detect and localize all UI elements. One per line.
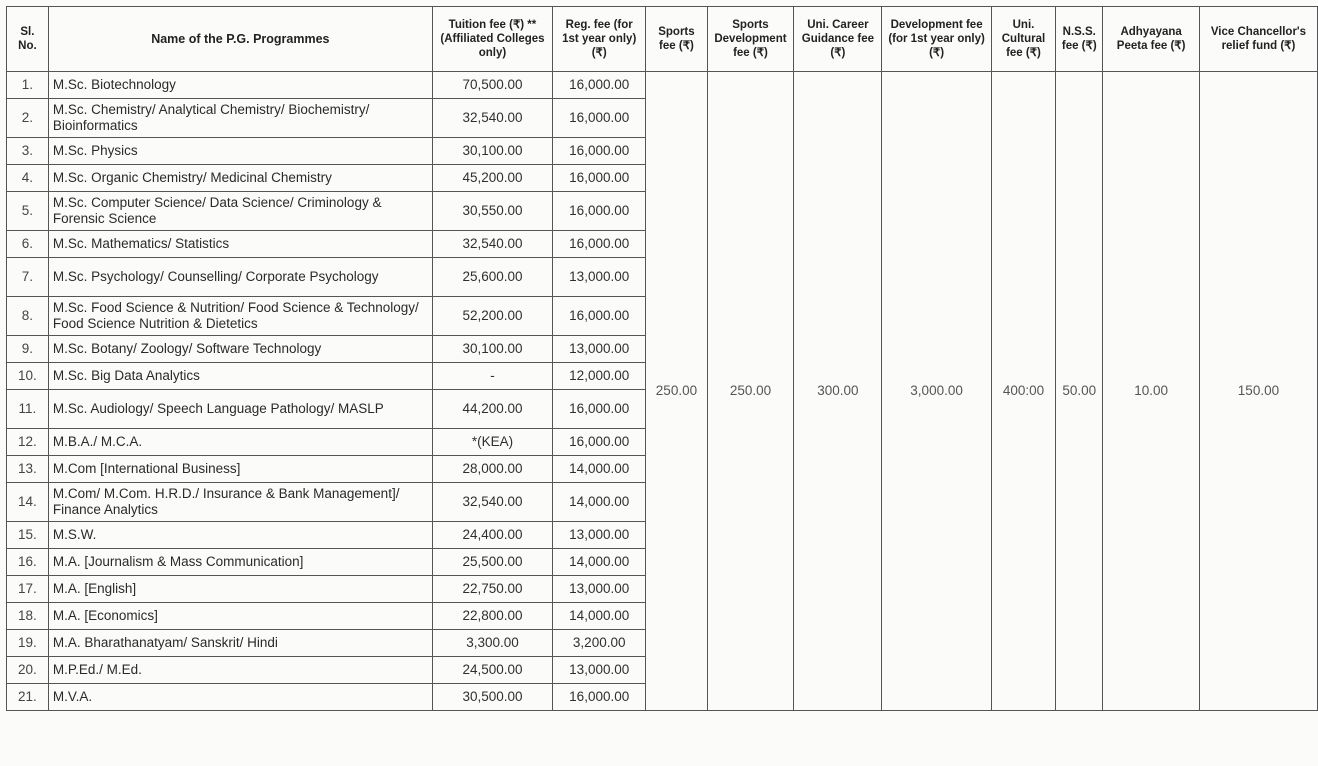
registration-fee-cell: 16,000.00 — [553, 99, 646, 138]
programme-name-cell: M.Sc. Biotechnology — [48, 72, 432, 99]
header-tuition-fee: Tuition fee (₹) ** (Affiliated Colleges only) — [432, 7, 552, 72]
header-cultural-fee: Uni. Cultural fee (₹) — [991, 7, 1055, 72]
registration-fee-cell: 3,200.00 — [553, 630, 646, 657]
tuition-fee-cell: 32,540.00 — [432, 231, 552, 258]
tuition-fee-cell: 30,100.00 — [432, 336, 552, 363]
sl-no-cell: 9. — [7, 336, 49, 363]
header-row — [7, 7, 1318, 72]
header-adhyayana-peeta-fee: Adhyayana Peeta fee (₹) — [1103, 7, 1200, 72]
tuition-fee-cell: 30,500.00 — [432, 684, 552, 711]
tuition-fee-cell: 24,400.00 — [432, 522, 552, 549]
sl-no-cell: 20. — [7, 657, 49, 684]
programme-name-cell: M.A. [Journalism & Mass Communication] — [48, 549, 432, 576]
tuition-fee-cell: 25,600.00 — [432, 258, 552, 297]
tuition-fee-cell: 3,300.00 — [432, 630, 552, 657]
adhyayana-peeta-fee-value: 10.00 — [1103, 72, 1200, 711]
registration-fee-cell: 16,000.00 — [553, 297, 646, 336]
registration-fee-cell: 16,000.00 — [553, 231, 646, 258]
header-nss-fee: N.S.S. fee (₹) — [1056, 7, 1103, 72]
programme-name-cell: M.Sc. Computer Science/ Data Science/ Criminology & Forensic Science — [48, 192, 432, 231]
header-sports-fee: Sports fee (₹) — [646, 7, 707, 72]
registration-fee-cell: 13,000.00 — [553, 657, 646, 684]
career-guidance-fee-value: 300.00 — [794, 72, 882, 711]
programme-name-cell: M.Sc. Big Data Analytics — [48, 363, 432, 390]
sl-no-cell: 10. — [7, 363, 49, 390]
development-fee-value: 3,000.00 — [882, 72, 991, 711]
registration-fee-cell: 13,000.00 — [553, 258, 646, 297]
sl-no-cell: 4. — [7, 165, 49, 192]
header-programme-name: Name of the P.G. Programmes — [48, 7, 432, 72]
registration-fee-cell: 12,000.00 — [553, 363, 646, 390]
tuition-fee-cell: 24,500.00 — [432, 657, 552, 684]
sl-no-cell: 19. — [7, 630, 49, 657]
header-career-guidance-fee: Uni. Career Guidance fee (₹) — [794, 7, 882, 72]
tuition-fee-cell: 32,540.00 — [432, 483, 552, 522]
programme-name-cell: M.Sc. Chemistry/ Analytical Chemistry/ Biochemistry/ Bioinformatics — [48, 99, 432, 138]
tuition-fee-cell: 45,200.00 — [432, 165, 552, 192]
header-development-fee: Development fee (for 1st year only) (₹) — [882, 7, 991, 72]
programme-name-cell: M.P.Ed./ M.Ed. — [48, 657, 432, 684]
programme-name-cell: M.Sc. Food Science & Nutrition/ Food Science & Technology/ Food Science Nutrition & Dietetics — [48, 297, 432, 336]
sl-no-cell: 21. — [7, 684, 49, 711]
programme-name-cell: M.A. Bharathanatyam/ Sanskrit/ Hindi — [48, 630, 432, 657]
programme-name-cell: M.Com [International Business] — [48, 456, 432, 483]
programme-name-cell: M.B.A./ M.C.A. — [48, 429, 432, 456]
header-registration-fee: Reg. fee (for 1st year only) (₹) — [553, 7, 646, 72]
programme-name-cell: M.V.A. — [48, 684, 432, 711]
header-vc-relief-fund: Vice Chancellor's relief fund (₹) — [1199, 7, 1317, 72]
sl-no-cell: 1. — [7, 72, 49, 99]
sl-no-cell: 15. — [7, 522, 49, 549]
tuition-fee-cell: 44,200.00 — [432, 390, 552, 429]
sl-no-cell: 3. — [7, 138, 49, 165]
programme-name-cell: M.Sc. Botany/ Zoology/ Software Technology — [48, 336, 432, 363]
registration-fee-cell: 14,000.00 — [553, 549, 646, 576]
sl-no-cell: 5. — [7, 192, 49, 231]
sl-no-cell: 12. — [7, 429, 49, 456]
programme-name-cell: M.Sc. Mathematics/ Statistics — [48, 231, 432, 258]
tuition-fee-cell: 25,500.00 — [432, 549, 552, 576]
programme-name-cell: M.Sc. Physics — [48, 138, 432, 165]
sl-no-cell: 17. — [7, 576, 49, 603]
sl-no-cell: 8. — [7, 297, 49, 336]
programme-name-cell: M.Sc. Organic Chemistry/ Medicinal Chemistry — [48, 165, 432, 192]
header-sl-no: Sl. No. — [7, 7, 49, 72]
fee-table-body — [7, 72, 1318, 711]
sports-fee-value: 250.00 — [646, 72, 707, 711]
pg-fee-table — [6, 6, 1318, 711]
registration-fee-cell: 14,000.00 — [553, 603, 646, 630]
sl-no-cell: 11. — [7, 390, 49, 429]
tuition-fee-cell: 22,800.00 — [432, 603, 552, 630]
header-sports-development-fee: Sports Development fee (₹) — [707, 7, 794, 72]
registration-fee-cell: 16,000.00 — [553, 390, 646, 429]
sl-no-cell: 13. — [7, 456, 49, 483]
tuition-fee-cell: 52,200.00 — [432, 297, 552, 336]
sl-no-cell: 16. — [7, 549, 49, 576]
registration-fee-cell: 16,000.00 — [553, 684, 646, 711]
sl-no-cell: 6. — [7, 231, 49, 258]
table-row — [7, 72, 1318, 99]
programme-name-cell: M.Com/ M.Com. H.R.D./ Insurance & Bank Management]/ Finance Analytics — [48, 483, 432, 522]
registration-fee-cell: 14,000.00 — [553, 483, 646, 522]
registration-fee-cell: 16,000.00 — [553, 72, 646, 99]
registration-fee-cell: 16,000.00 — [553, 429, 646, 456]
programme-name-cell: M.S.W. — [48, 522, 432, 549]
registration-fee-cell: 16,000.00 — [553, 165, 646, 192]
programme-name-cell: M.A. [Economics] — [48, 603, 432, 630]
tuition-fee-cell: - — [432, 363, 552, 390]
registration-fee-cell: 16,000.00 — [553, 192, 646, 231]
sl-no-cell: 2. — [7, 99, 49, 138]
programme-name-cell: M.A. [English] — [48, 576, 432, 603]
tuition-fee-cell: 28,000.00 — [432, 456, 552, 483]
tuition-fee-cell: 32,540.00 — [432, 99, 552, 138]
registration-fee-cell: 16,000.00 — [553, 138, 646, 165]
sports-development-fee-value: 250.00 — [707, 72, 794, 711]
programme-name-cell: M.Sc. Psychology/ Counselling/ Corporate Psychology — [48, 258, 432, 297]
cultural-fee-value: 400:00 — [991, 72, 1055, 711]
registration-fee-cell: 13,000.00 — [553, 576, 646, 603]
tuition-fee-cell: 70,500.00 — [432, 72, 552, 99]
sl-no-cell: 18. — [7, 603, 49, 630]
registration-fee-cell: 14,000.00 — [553, 456, 646, 483]
registration-fee-cell: 13,000.00 — [553, 522, 646, 549]
programme-name-cell: M.Sc. Audiology/ Speech Language Pathology/ MASLP — [48, 390, 432, 429]
tuition-fee-cell: *(KEA) — [432, 429, 552, 456]
nss-fee-value: 50.00 — [1056, 72, 1103, 711]
tuition-fee-cell: 30,550.00 — [432, 192, 552, 231]
sl-no-cell: 7. — [7, 258, 49, 297]
tuition-fee-cell: 22,750.00 — [432, 576, 552, 603]
vc-relief-fund-value: 150.00 — [1199, 72, 1317, 711]
registration-fee-cell: 13,000.00 — [553, 336, 646, 363]
tuition-fee-cell: 30,100.00 — [432, 138, 552, 165]
sl-no-cell: 14. — [7, 483, 49, 522]
